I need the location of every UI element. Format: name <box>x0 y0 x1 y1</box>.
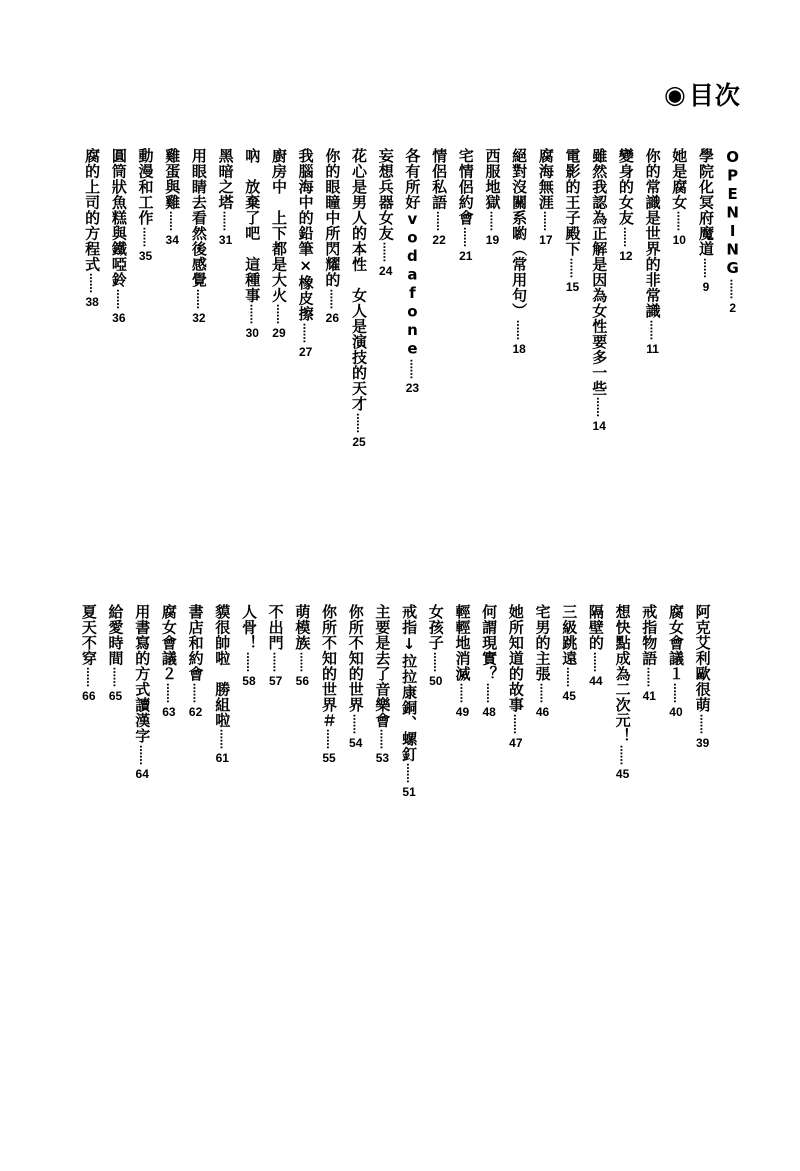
toc-entry-title: 花心是男人的本性 女人是演技的天才 <box>350 148 369 412</box>
toc-page-number: 21 <box>459 248 473 263</box>
toc-page-number: 18 <box>512 341 526 356</box>
toc-page-number: 19 <box>485 233 500 247</box>
toc-page-number: 9 <box>702 279 710 294</box>
toc-entry <box>102 604 129 703</box>
toc-page-number: 65 <box>108 689 123 703</box>
toc-leader-dots: …… <box>163 682 175 703</box>
toc-entry <box>262 604 289 688</box>
toc-entry <box>129 604 156 781</box>
toc-page-number: 39 <box>695 735 710 750</box>
toc-entry-title: 宅情侶約會 <box>456 148 475 226</box>
toc-page-number: 62 <box>188 704 203 719</box>
toc-leader-dots: …… <box>510 713 522 734</box>
toc-leader-dots: …… <box>674 211 686 231</box>
toc-page-number: 26 <box>325 310 340 325</box>
toc-entry-title: 妄想兵器女友 <box>376 148 395 241</box>
page-title <box>664 76 741 112</box>
toc-page-number: 41 <box>642 689 656 703</box>
toc-entry <box>476 604 503 719</box>
toc-entry-title: 情侶私語 <box>430 148 449 210</box>
toc-entry-title: 腐海無涯 <box>536 148 555 210</box>
toc-entry <box>689 604 716 750</box>
toc-page-number: 49 <box>455 704 470 719</box>
toc-page-number: 58 <box>242 673 256 688</box>
toc-leader-dots: …… <box>380 242 392 262</box>
toc-entry-title: 腐女會議２ <box>159 604 178 682</box>
toc-entry-title: 各有所好vodafone <box>403 148 422 358</box>
toc-entry-title: 雖然我認為正解是因為女性要多一些 <box>590 148 609 396</box>
toc-page-number: 63 <box>162 704 176 719</box>
toc-entry-title: 變身的女友 <box>616 148 635 226</box>
toc-entry <box>316 604 343 765</box>
toc-entry-title: 動漫和工作 <box>136 148 155 226</box>
toc-entry-title: 阿克艾利歐很萌 <box>693 604 712 713</box>
toc-entry <box>76 604 103 703</box>
toc-page-number: 30 <box>245 326 259 340</box>
toc-leader-dots: …… <box>404 763 416 783</box>
toc-entry-title: 用書寫的方式讀漢字 <box>133 604 152 744</box>
toc-entry-title: 廚房中 上下都是大火 <box>269 148 288 303</box>
toc-entry-title: 你的眼瞳中所閃耀的 <box>323 148 342 288</box>
toc-entry <box>583 604 610 688</box>
toc-entry <box>266 148 293 340</box>
toc-entry <box>613 148 640 263</box>
toc-entry <box>556 604 583 703</box>
toc-entry-title: 吶 放棄了吧 這種事 <box>243 148 262 303</box>
toc-entry <box>372 148 399 278</box>
toc-page-number: 27 <box>298 344 313 359</box>
toc-leader-dots: …… <box>727 278 739 299</box>
toc-page-number: 44 <box>589 673 603 688</box>
toc-entry-title: 黑暗之塔 <box>216 148 235 210</box>
toc-entry <box>159 148 186 247</box>
toc-entry-title: 用眼睛去看然後感覺 <box>189 148 208 288</box>
toc-leader-dots: …… <box>243 651 255 672</box>
toc-page-number: 48 <box>482 704 496 719</box>
toc-page-number: 51 <box>402 785 416 799</box>
toc-entry <box>479 148 506 247</box>
toc-leader-dots: …… <box>247 304 259 324</box>
toc-page-number: 12 <box>619 248 633 263</box>
toc-page-number: 22 <box>432 233 446 247</box>
toc-page-number: 25 <box>352 434 366 449</box>
toc-entry <box>449 604 476 719</box>
toc-page-number: 2 <box>729 300 736 315</box>
toc-entry-title: 雞蛋與雞 <box>163 148 182 210</box>
toc-entry <box>236 604 263 688</box>
toc-page-number: 15 <box>565 279 580 294</box>
toc-page-number: 36 <box>112 310 126 325</box>
toc-entry-title: 電影的王子殿下 <box>563 148 582 257</box>
toc-entry-title: 你的常識是世界的非常識 <box>643 148 662 319</box>
toc-page-number: 23 <box>405 381 420 395</box>
toc-entry <box>426 148 453 247</box>
toc-leader-dots: …… <box>644 667 656 687</box>
toc-page-number: 56 <box>295 673 310 688</box>
toc-leader-dots: …… <box>377 729 389 749</box>
toc-leader-dots: …… <box>537 682 549 703</box>
toc-entry <box>79 148 106 309</box>
toc-leader-dots: …… <box>113 288 125 309</box>
toc-page-number: 55 <box>322 751 336 765</box>
toc-leader-dots: …… <box>487 211 499 231</box>
toc-entry-title: 貘很帥啦 勝組啦 <box>213 604 232 728</box>
bullet-icon: ◉ <box>664 79 687 109</box>
toc-leader-dots: …… <box>217 729 229 749</box>
toc-entry <box>132 148 159 263</box>
toc-page-number: 47 <box>509 735 523 750</box>
toc-entry <box>586 148 613 433</box>
toc-leader-dots: …… <box>83 667 95 687</box>
toc-page-number: 32 <box>192 310 206 325</box>
toc-page-number: 45 <box>615 766 630 781</box>
toc-page-number: 66 <box>82 689 96 703</box>
toc-leader-dots: …… <box>354 412 366 433</box>
toc-entry-title: 給愛時間 <box>106 604 125 666</box>
contents-block-top <box>79 148 746 449</box>
toc-leader-dots: …… <box>540 211 552 231</box>
toc-entry-title: OPENING <box>723 148 742 278</box>
toc-entry <box>212 148 239 247</box>
toc-leader-dots: …… <box>407 359 419 379</box>
toc-leader-dots: …… <box>620 226 632 247</box>
toc-entry-title: 學院化冥府魔道 <box>696 148 715 257</box>
toc-leader-dots: …… <box>590 651 602 672</box>
toc-leader-dots: …… <box>327 288 339 309</box>
toc-page-number: 34 <box>165 233 179 247</box>
toc-entry-title: 隔壁的 <box>586 604 605 651</box>
toc-entry <box>106 148 133 325</box>
toc-entry-title: 想快點成為二次元！ <box>613 604 632 744</box>
toc-leader-dots: …… <box>87 273 99 293</box>
toc-page-number: 14 <box>592 419 606 433</box>
toc-entry <box>319 148 346 325</box>
toc-leader-dots: …… <box>567 257 579 278</box>
toc-entry-title: 宅男的主張 <box>533 604 552 682</box>
toc-entry <box>156 604 183 719</box>
toc-entry <box>396 604 423 799</box>
toc-entry-title: 女孩子 <box>426 604 445 651</box>
toc-entry-title: 我腦海中的鉛筆×橡皮擦 <box>296 148 315 322</box>
toc-leader-dots: …… <box>140 226 152 247</box>
toc-page-number: 29 <box>272 326 286 340</box>
toc-page-number: 64 <box>135 766 149 781</box>
toc-leader-dots: …… <box>434 211 446 231</box>
toc-entry <box>693 148 720 294</box>
toc-entry-title: 主要是去了音樂會 <box>373 604 392 728</box>
toc-entry-title: 戒指物語 <box>640 604 659 666</box>
toc-entry-title: 腐女會議１ <box>666 604 685 682</box>
toc-page-number: 24 <box>379 264 393 278</box>
toc-entry-title: 戒指↓拉拉康銅、螺釘 <box>400 604 419 762</box>
toc-leader-dots: …… <box>324 729 336 749</box>
toc-page-number: 10 <box>672 233 686 247</box>
toc-entry <box>529 604 556 719</box>
toc-entry-title: 她是腐女 <box>670 148 689 210</box>
toc-leader-dots: …… <box>167 211 179 231</box>
toc-leader-dots: …… <box>460 226 472 247</box>
toc-entry <box>609 604 636 781</box>
toc-entry-title: 萌模族 <box>293 604 312 651</box>
toc-leader-dots: …… <box>700 257 712 278</box>
toc-leader-dots: …… <box>617 744 629 765</box>
toc-leader-dots: …… <box>137 744 149 765</box>
toc-entry <box>209 604 236 765</box>
toc-page-number: 54 <box>349 735 363 750</box>
toc-leader-dots: …… <box>564 667 576 687</box>
toc-leader-dots: …… <box>594 397 606 417</box>
toc-leader-dots: …… <box>220 211 232 231</box>
toc-entry <box>289 604 316 688</box>
toc-entry <box>292 148 319 359</box>
toc-leader-dots: …… <box>670 682 682 703</box>
toc-entry <box>182 604 209 719</box>
toc-leader-dots: …… <box>300 322 312 343</box>
toc-entry <box>719 148 746 315</box>
toc-leader-dots: …… <box>270 651 282 672</box>
toc-entry-title: 何謂現實？ <box>480 604 499 682</box>
toc-entry <box>399 148 426 395</box>
toc-page-number: 17 <box>539 233 553 247</box>
page-title-text: 目次 <box>688 81 741 110</box>
toc-page-number: 38 <box>85 295 99 309</box>
toc-entry <box>506 148 533 356</box>
toc-page-number: 35 <box>138 248 153 263</box>
toc-entry-title: 腐的上司的方程式 <box>83 148 102 272</box>
toc-entry <box>666 148 693 247</box>
toc-leader-dots: …… <box>190 682 202 703</box>
toc-entry <box>533 148 560 247</box>
toc-entry-title: 輕輕地消滅 <box>453 604 472 682</box>
toc-page-number: 40 <box>669 704 683 719</box>
toc-entry <box>369 604 396 765</box>
toc-page-number: 53 <box>375 751 390 765</box>
toc-leader-dots: …… <box>514 319 526 340</box>
toc-entry-title: 西服地獄 <box>483 148 502 210</box>
toc-entry-title: 她所知道的故事 <box>506 604 525 713</box>
toc-entry-title: 書店和約會 <box>186 604 205 682</box>
toc-entry <box>452 148 479 263</box>
toc-entry <box>663 604 690 719</box>
toc-entry <box>636 604 663 703</box>
toc-entry <box>239 148 266 340</box>
toc-entry <box>342 604 369 750</box>
contents-block-bottom <box>76 604 717 799</box>
toc-page-number: 31 <box>218 233 233 247</box>
toc-entry-title: 人骨！ <box>239 604 258 651</box>
toc-entry-title: 夏天不穿 <box>79 604 98 666</box>
toc-leader-dots: …… <box>647 319 659 340</box>
toc-entry <box>503 604 530 750</box>
toc-entry-title: 絕對沒關系喲（常用句） <box>510 148 529 319</box>
toc-leader-dots: …… <box>273 304 285 324</box>
toc-entry-title: 不出門 <box>266 604 285 651</box>
toc-leader-dots: …… <box>297 651 309 672</box>
toc-entry <box>346 148 373 449</box>
toc-leader-dots: …… <box>193 288 205 309</box>
toc-entry-title: 圓筒狀魚糕與鐵啞鈴 <box>109 148 128 288</box>
toc-leader-dots: …… <box>350 713 362 734</box>
toc-page-number: 46 <box>535 704 550 719</box>
toc-page-number: 11 <box>646 341 659 356</box>
toc-entry <box>639 148 666 356</box>
toc-leader-dots: …… <box>457 682 469 703</box>
toc-entry <box>559 148 586 294</box>
toc-entry <box>186 148 213 325</box>
toc-page-number: 45 <box>562 689 576 703</box>
toc-entry-title: 三級跳遠 <box>560 604 579 666</box>
toc-page-number: 50 <box>429 673 443 688</box>
toc-leader-dots: …… <box>484 682 496 703</box>
toc-page-number: 61 <box>215 751 229 765</box>
toc-leader-dots: …… <box>110 667 122 687</box>
toc-page-number: 57 <box>268 673 283 688</box>
toc-entry <box>422 604 449 688</box>
toc-entry-title: 你所不知的世界 <box>346 604 365 713</box>
toc-entry-title: 你所不知的世界＃ <box>320 604 339 728</box>
toc-leader-dots: …… <box>697 713 709 734</box>
toc-leader-dots: …… <box>430 651 442 672</box>
